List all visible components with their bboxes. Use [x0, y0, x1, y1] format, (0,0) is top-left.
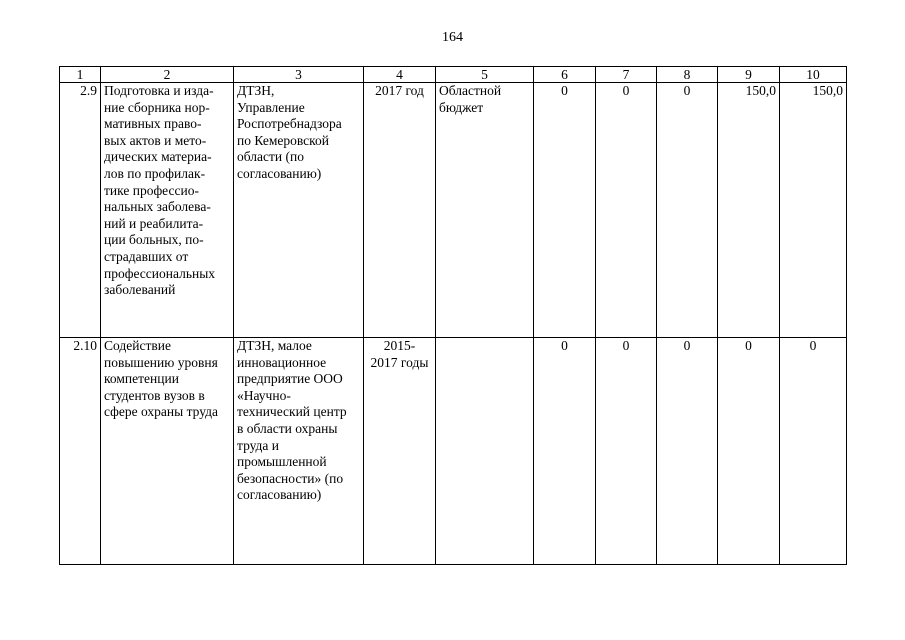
value-col-7: 0: [596, 338, 657, 565]
column-header: 4: [364, 67, 436, 83]
value-col-9: 150,0: [718, 83, 780, 338]
funding-source: Областной бюджет: [436, 83, 534, 338]
item-number: 2.10: [60, 338, 101, 565]
period: 2017 год: [364, 83, 436, 338]
period: 2015- 2017 годы: [364, 338, 436, 565]
value-col-7: 0: [596, 83, 657, 338]
activity-name: Подготовка и изда- ние сборника нор- мативных право- вых актов и мето- дических материа- лов по профилак- тике профессио- нальных заболева- ний и реабилита- ции больных, по- страдавших от профессиональных заболеваний: [101, 83, 234, 338]
value-col-9: 0: [718, 338, 780, 565]
executor: ДТЗН, малое инновационное предприятие ООО «Научно- технический центр в области охраны труда и промышленной безопасности» (по согласованию): [234, 338, 364, 565]
table-row: [60, 338, 847, 565]
column-header: 6: [534, 67, 596, 83]
column-header: 8: [657, 67, 718, 83]
table-row: [60, 83, 847, 338]
column-header: 7: [596, 67, 657, 83]
column-header: 5: [436, 67, 534, 83]
column-header: 3: [234, 67, 364, 83]
column-number-row: [60, 67, 847, 83]
funding-source: [436, 338, 534, 565]
activity-name: Содействие повышению уровня компетенции студентов вузов в сфере охраны труда: [101, 338, 234, 565]
column-header: 10: [780, 67, 847, 83]
value-col-6: 0: [534, 338, 596, 565]
column-header: 2: [101, 67, 234, 83]
item-number: 2.9: [60, 83, 101, 338]
value-col-10: 150,0: [780, 83, 847, 338]
column-header: 9: [718, 67, 780, 83]
value-col-8: 0: [657, 338, 718, 565]
page-number: 164: [442, 30, 463, 45]
program-table: [59, 66, 847, 565]
value-col-8: 0: [657, 83, 718, 338]
value-col-6: 0: [534, 83, 596, 338]
executor: ДТЗН, Управление Роспотребнадзора по Кемеровской области (по согласованию): [234, 83, 364, 338]
value-col-10: 0: [780, 338, 847, 565]
column-header: 1: [60, 67, 101, 83]
